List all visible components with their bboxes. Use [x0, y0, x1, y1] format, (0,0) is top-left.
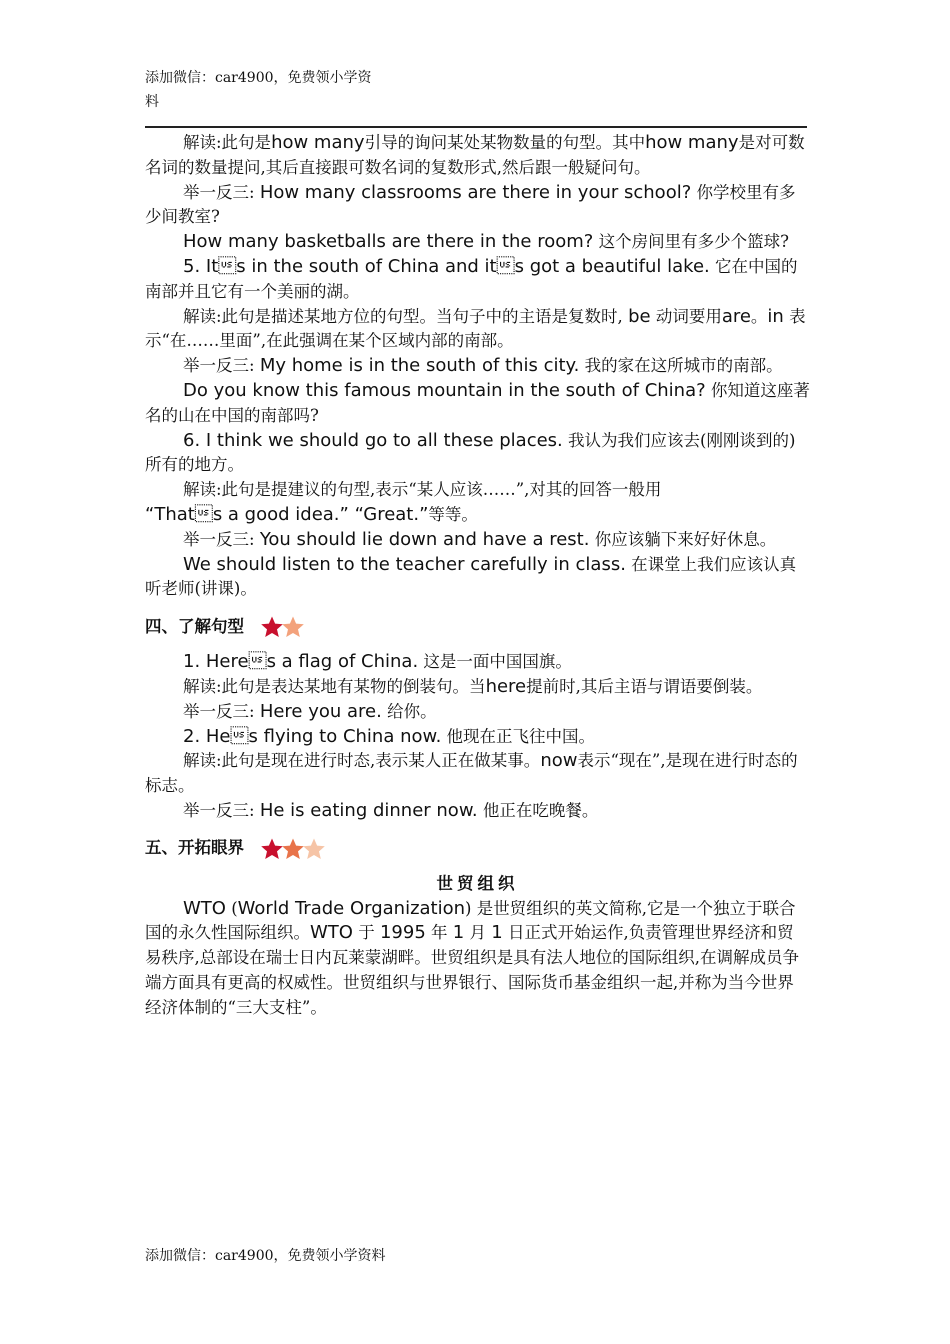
- page-header: [145, 66, 395, 114]
- paragraph: 解读:此句是现在进行时态,表示某人正在做某事。now表示“现在”,是现在进行时态的标志。: [145, 750, 798, 796]
- header-line-2: 料: [145, 94, 159, 110]
- paragraph: We should listen to the teacher carefully in class. 在课堂上我们应该认真听老师(讲课)。: [145, 553, 797, 599]
- document-body: [145, 131, 810, 1021]
- page-footer: 添加微信：car4900，免费领小学资料: [145, 1248, 386, 1264]
- star-icon: [281, 615, 305, 639]
- paragraph: 解读:此句是提建议的句型,表示“某人应该……”,对其的回答一般用 “That s a good idea.” “Great.”等等。: [145, 480, 662, 525]
- section-heading-4: 四、了解句型: [145, 612, 810, 642]
- paragraph: 举一反三: Here you are. 给你。: [183, 700, 437, 722]
- paragraph: 举一反三: You should lie down and have a rest. 你应该躺下来好好休息。: [183, 528, 777, 550]
- paragraph: How many basketballs are there in the room? 这个房间里有多少个篮球?: [183, 231, 789, 253]
- paragraph: 1. Here s a flag of China. 这是一面中国国旗。: [183, 651, 572, 673]
- rating-stars: [260, 615, 302, 639]
- header-divider: [145, 126, 807, 128]
- header-line-1: 添加微信：car4900，免费领小学资: [145, 70, 372, 86]
- paragraph: 举一反三: My home is in the south of this city. 我的家在这所城市的南部。: [183, 355, 783, 377]
- paragraph: 举一反三: He is eating dinner now. 他正在吃晚餐。: [183, 799, 599, 821]
- paragraph: 举一反三: How many classrooms are there in your school? 你学校里有多少间教室?: [145, 181, 796, 227]
- star-icon: [302, 837, 326, 861]
- paragraph: Do you know this famous mountain in the south of China? 你知道这座著名的山在中国的南部吗?: [145, 379, 810, 425]
- paragraph: 2. He s flying to China now. 他现在正飞往中国。: [183, 725, 596, 747]
- paragraph: 6. I think we should go to all these places. 我认为我们应该去(刚刚谈到的)所有的地方。: [145, 429, 796, 475]
- paragraph: 5. It s in the south of China and it s got a beautiful lake. 它在中国的南部并且它有一个美丽的湖。: [145, 255, 798, 301]
- paragraph: 解读:此句是表达某地有某物的倒装句。当here提前时,其后主语与谓语要倒装。: [183, 675, 763, 697]
- section-heading-5: 五、开拓眼界: [145, 834, 810, 864]
- paragraph: 解读:此句是描述某地方位的句型。当句子中的主语是复数时, be 动词要用are。in 表示“在……里面”,在此强调在某个区域内部的南部。: [145, 305, 806, 351]
- article-title: 世贸组织: [436, 873, 519, 893]
- paragraph: 解读:此句是how many引导的询问某处某物数量的句型。其中how many是对可数名词的数量提问,其后直接跟可数名词的复数形式,然后跟一般疑问句。: [145, 132, 805, 177]
- paragraph: WTO (World Trade Organization) 是世贸组织的英文简称,它是一个独立于联合国的永久性国际组织。WTO 于 1995 年 1 月 1 日正式开始运作,负责管理世界经济和贸易秩序,总部设在瑞士日内瓦莱蒙湖畔。世贸组织是具有法人地位的国际组织,在调解成员争端方面具有更高的权威性。世贸组织与世界银行、国际货币基金组织一起,并称为当今世界经济体制的“三大支柱”。: [145, 897, 799, 1017]
- rating-stars: [260, 837, 323, 861]
